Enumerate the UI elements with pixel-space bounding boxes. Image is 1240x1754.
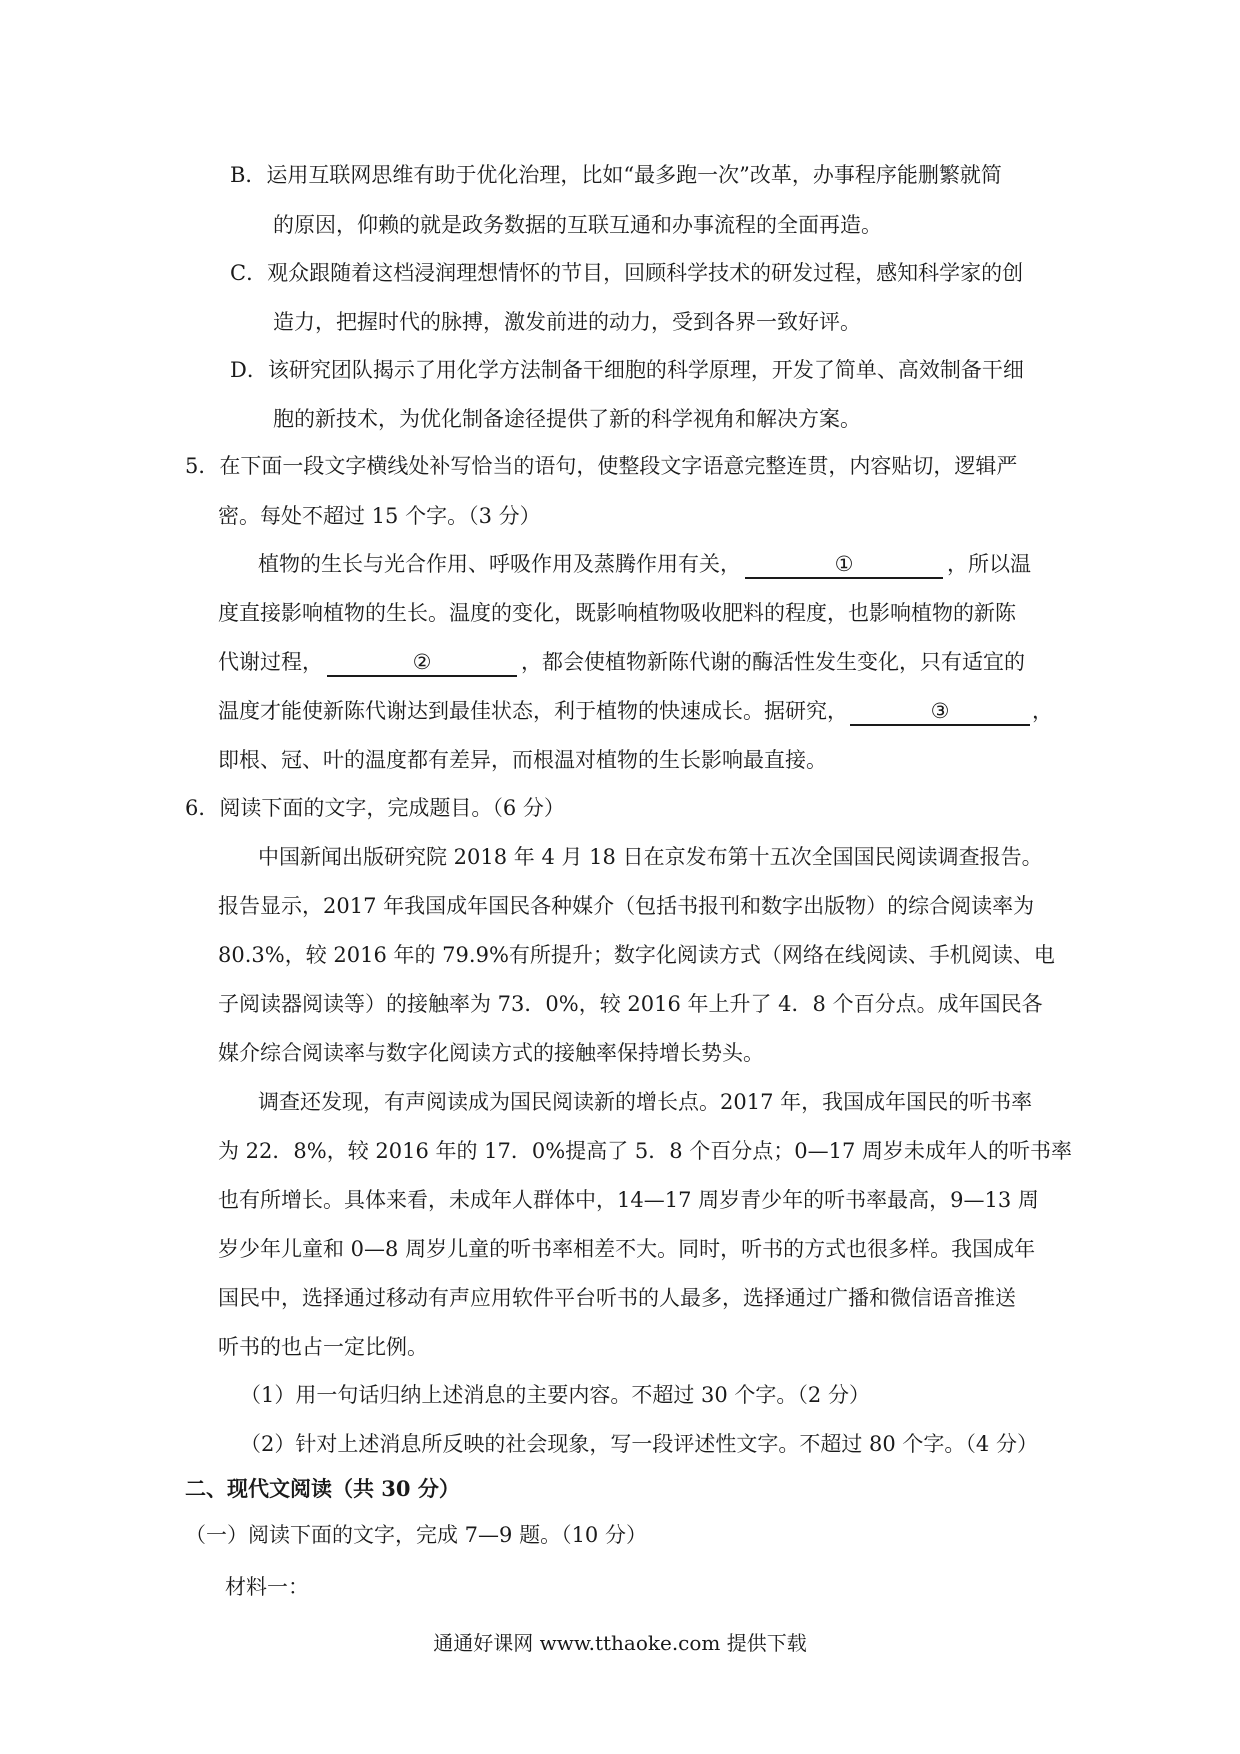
- q5-stem-line2: 密。每处不超过 15 个字。（3 分）: [218, 504, 541, 528]
- q5-text: ，所以温: [947, 552, 1031, 576]
- q6-para2-line4: 岁少年儿童和 0—8 周岁儿童的听书率相差不大。同时，听书的方式也很多样。我国成年: [218, 1237, 1036, 1261]
- section-part-heading: （一）阅读下面的文字，完成 7—9 题。（10 分）: [185, 1523, 647, 1547]
- q5-text: 植物的生长与光合作用、呼吸作用及蒸腾作用有关，: [258, 552, 741, 576]
- q5-text: 代谢过程，: [218, 650, 323, 674]
- q5-paragraph-line3: [218, 647, 1025, 677]
- page-footer: 通通好课网 www.tthaoke.com 提供下载: [433, 1631, 807, 1655]
- q4-option-c-line2: 造力，把握时代的脉搏，激发前进的动力，受到各界一致好评。: [273, 310, 861, 334]
- q6-para1-line5: 媒介综合阅读率与数字化阅读方式的接触率保持增长势头。: [218, 1041, 764, 1065]
- q5-text: ，: [1032, 699, 1053, 723]
- q5-paragraph-line4: [218, 696, 1053, 726]
- q5-paragraph-line1: [258, 549, 1031, 579]
- q6-para2-line2: 为 22．8%，较 2016 年的 17．0%提高了 5．8 个百分点；0—17 周岁未成年人的听书率: [218, 1139, 1073, 1163]
- q5-stem-line1: 5．在下面一段文字横线处补写恰当的语句，使整段文字语意完整连贯，内容贴切，逻辑严: [185, 454, 1018, 478]
- q4-option-c-line1: C．观众跟随着这档浸润理想情怀的节目，回顾科学技术的研发过程，感知科学家的创: [230, 261, 1024, 285]
- q6-subquestion-2: （2）针对上述消息所反映的社会现象，写一段评述性文字。不超过 80 个字。（4 分）: [240, 1432, 1038, 1456]
- q5-text: 温度才能使新陈代谢达到最佳状态，利于植物的快速成长。据研究，: [218, 699, 848, 723]
- q6-para2-line6: 听书的也占一定比例。: [218, 1335, 428, 1359]
- section-heading: 二、现代文阅读（共 30 分）: [185, 1476, 460, 1501]
- q5-text: ，都会使植物新陈代谢的酶活性发生变化，只有适宜的: [521, 650, 1025, 674]
- q4-option-d-line2: 胞的新技术，为优化制备途径提供了新的科学视角和解决方案。: [273, 407, 861, 431]
- q5-blank-2[interactable]: ②: [327, 649, 517, 677]
- q6-para2-line3: 也有所增长。具体来看，未成年人群体中，14—17 周岁青少年的听书率最高，9—13 周: [218, 1188, 1039, 1212]
- q6-para2-line5: 国民中，选择通过移动有声应用软件平台听书的人最多，选择通过广播和微信语音推送: [218, 1286, 1016, 1310]
- q6-para1-line1: 中国新闻出版研究院 2018 年 4 月 18 日在京发布第十五次全国国民阅读调查报告。: [258, 845, 1043, 869]
- q4-option-b-line1: B．运用互联网思维有助于优化治理，比如“最多跑一次”改革，办事程序能删繁就简: [230, 163, 1002, 187]
- q4-option-b-line2: 的原因，仰赖的就是政务数据的互联互通和办事流程的全面再造。: [273, 213, 882, 237]
- q5-blank-1[interactable]: ①: [745, 551, 943, 579]
- q6-para1-line2: 报告显示，2017 年我国成年国民各种媒介（包括书报刊和数字出版物）的综合阅读率为: [218, 894, 1035, 918]
- q6-para1-line3: 80.3%，较 2016 年的 79.9%有所提升；数字化阅读方式（网络在线阅读、手机阅读、电: [218, 943, 1055, 967]
- q6-para2-line1: 调查还发现，有声阅读成为国民阅读新的增长点。2017 年，我国成年国民的听书率: [258, 1090, 1033, 1114]
- q6-stem: 6．阅读下面的文字，完成题目。（6 分）: [185, 796, 565, 820]
- q4-option-d-line1: D．该研究团队揭示了用化学方法制备干细胞的科学原理，开发了简单、高效制备干细: [230, 358, 1024, 382]
- material-label: 材料一：: [225, 1575, 309, 1599]
- q5-blank-3[interactable]: ③: [850, 698, 1030, 726]
- q5-paragraph-line2: 度直接影响植物的生长。温度的变化，既影响植物吸收肥料的程度，也影响植物的新陈: [218, 601, 1016, 625]
- q5-paragraph-line5: 即根、冠、叶的温度都有差异，而根温对植物的生长影响最直接。: [218, 748, 827, 772]
- q6-subquestion-1: （1）用一句话归纳上述消息的主要内容。不超过 30 个字。（2 分）: [240, 1383, 870, 1407]
- q6-para1-line4: 子阅读器阅读等）的接触率为 73．0%，较 2016 年上升了 4．8 个百分点。成年国民各: [218, 992, 1043, 1016]
